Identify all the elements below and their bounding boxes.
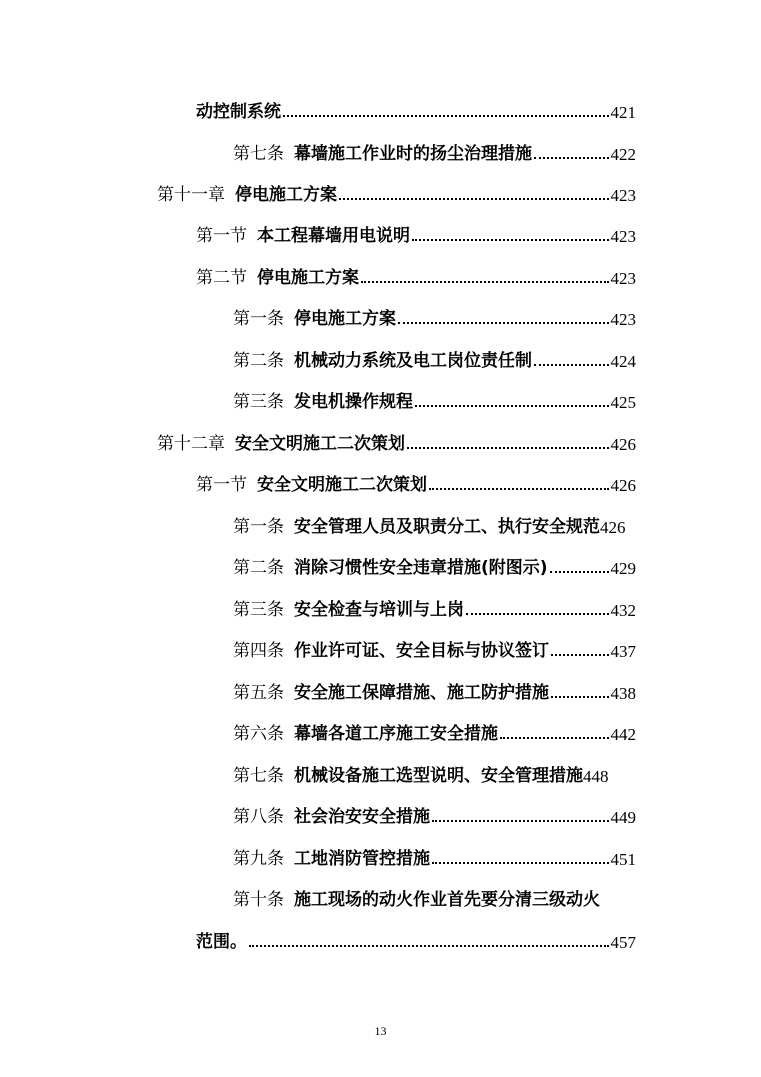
toc-prefix: 第七条	[233, 144, 284, 164]
toc-page: 426	[600, 518, 626, 537]
dot-leader	[339, 198, 609, 200]
toc-prefix: 第四条	[233, 641, 284, 661]
toc-page: 423	[610, 186, 636, 205]
toc-title: 停电施工方案	[235, 185, 337, 205]
toc-page: 457	[610, 933, 636, 952]
toc-entry[interactable]	[233, 591, 636, 619]
toc-prefix: 第二条	[233, 351, 284, 371]
toc-title: 停电施工方案	[257, 268, 359, 288]
toc-page: 432	[610, 601, 636, 620]
dot-leader	[249, 945, 609, 947]
toc-title: 社会治安安全措施	[294, 807, 430, 827]
toc-prefix: 第一条	[233, 309, 284, 329]
toc-page: 449	[610, 808, 636, 827]
toc-prefix: 第九条	[233, 849, 284, 869]
dot-leader	[429, 488, 609, 490]
toc-title: 安全检查与培训与上岗	[294, 600, 464, 620]
toc-title: 停电施工方案	[294, 309, 396, 329]
toc-page: 437	[610, 642, 636, 661]
toc-title: 安全文明施工二次策划	[257, 475, 427, 495]
toc-entry[interactable]	[196, 93, 636, 121]
toc-entry[interactable]	[233, 881, 636, 909]
toc-prefix: 第十二章	[157, 434, 225, 454]
toc-title: 安全管理人员及职责分工、执行安全规范	[294, 517, 600, 537]
dot-leader	[407, 447, 609, 449]
toc-prefix: 第七条	[233, 766, 284, 786]
toc-page: 425	[610, 393, 636, 412]
dot-leader	[398, 322, 609, 324]
toc-prefix: 第一节	[196, 226, 247, 246]
toc-entry[interactable]	[157, 176, 636, 204]
toc-entry[interactable]	[157, 425, 636, 453]
toc-entry[interactable]	[233, 300, 636, 328]
dot-leader	[500, 737, 609, 739]
toc-title: 幕墙各道工序施工安全措施	[294, 724, 498, 744]
toc-page: 424	[610, 352, 636, 371]
dot-leader	[534, 157, 609, 159]
toc-title: 发电机操作规程	[294, 392, 413, 412]
dot-leader	[551, 696, 609, 698]
toc-entry[interactable]	[233, 715, 636, 743]
toc-page: 423	[610, 310, 636, 329]
dot-leader	[432, 862, 609, 864]
toc-prefix: 第五条	[233, 683, 284, 703]
dot-leader	[551, 654, 609, 656]
toc-entry[interactable]	[196, 923, 636, 951]
toc-page: 429	[610, 559, 636, 578]
toc-page: 423	[610, 227, 636, 246]
dot-leader	[412, 239, 609, 241]
dot-leader	[550, 571, 609, 573]
toc-page: 426	[610, 476, 636, 495]
toc-prefix: 第三条	[233, 600, 284, 620]
toc-page: 448	[583, 767, 609, 786]
toc-entry[interactable]	[196, 217, 636, 245]
toc-entry[interactable]	[233, 840, 636, 868]
dot-leader	[283, 115, 609, 117]
toc-prefix: 第二节	[196, 268, 247, 288]
toc-entry[interactable]	[233, 135, 636, 163]
toc-title: 机械设备施工选型说明、安全管理措施	[294, 766, 583, 786]
toc-prefix: 第一节	[196, 475, 247, 495]
dot-leader	[466, 613, 609, 615]
toc-prefix: 第十一章	[157, 185, 225, 205]
toc-title: 施工现场的动火作业首先要分清三级动火	[294, 890, 600, 910]
toc-title: 安全施工保障措施、施工防护措施	[294, 683, 549, 703]
toc-entry[interactable]	[233, 757, 661, 785]
toc-prefix: 第一条	[233, 517, 284, 537]
toc-prefix: 第二条	[233, 558, 284, 578]
dot-leader	[534, 364, 609, 366]
toc-entry[interactable]	[233, 342, 636, 370]
toc-entry[interactable]	[233, 383, 636, 411]
toc-page: 421	[610, 103, 636, 122]
toc-entry[interactable]	[233, 632, 636, 660]
toc-title: 作业许可证、安全目标与协议签订	[294, 641, 549, 661]
toc-title: 本工程幕墙用电说明	[257, 226, 410, 246]
toc-page: 422	[610, 145, 636, 164]
toc-page: 426	[610, 435, 636, 454]
toc-title: 安全文明施工二次策划	[235, 434, 405, 454]
toc-entry[interactable]	[233, 549, 636, 577]
toc-entry[interactable]	[233, 508, 661, 536]
toc-prefix: 第六条	[233, 724, 284, 744]
dot-leader	[432, 820, 609, 822]
toc-page: 423	[610, 269, 636, 288]
toc-entry[interactable]	[196, 259, 636, 287]
toc-entry[interactable]	[233, 674, 636, 702]
toc-page: 438	[610, 684, 636, 703]
toc-prefix: 第八条	[233, 807, 284, 827]
toc-title: 范围。	[196, 932, 247, 952]
dot-leader	[415, 405, 609, 407]
toc-prefix: 第十条	[233, 890, 284, 910]
toc-entry[interactable]	[233, 798, 636, 826]
toc-title: 消除习惯性安全违章措施(附图示)	[294, 558, 548, 578]
toc-prefix: 第三条	[233, 392, 284, 412]
toc-title: 动控制系统	[196, 102, 281, 122]
dot-leader	[361, 281, 609, 283]
toc-entry[interactable]	[196, 466, 636, 494]
toc-title: 机械动力系统及电工岗位责任制	[294, 351, 532, 371]
toc-title: 幕墙施工作业时的扬尘治理措施	[294, 144, 532, 164]
toc-page: 451	[610, 850, 636, 869]
page-number: 13	[374, 1024, 387, 1038]
toc-title: 工地消防管控措施	[294, 849, 430, 869]
toc-page: 442	[610, 725, 636, 744]
